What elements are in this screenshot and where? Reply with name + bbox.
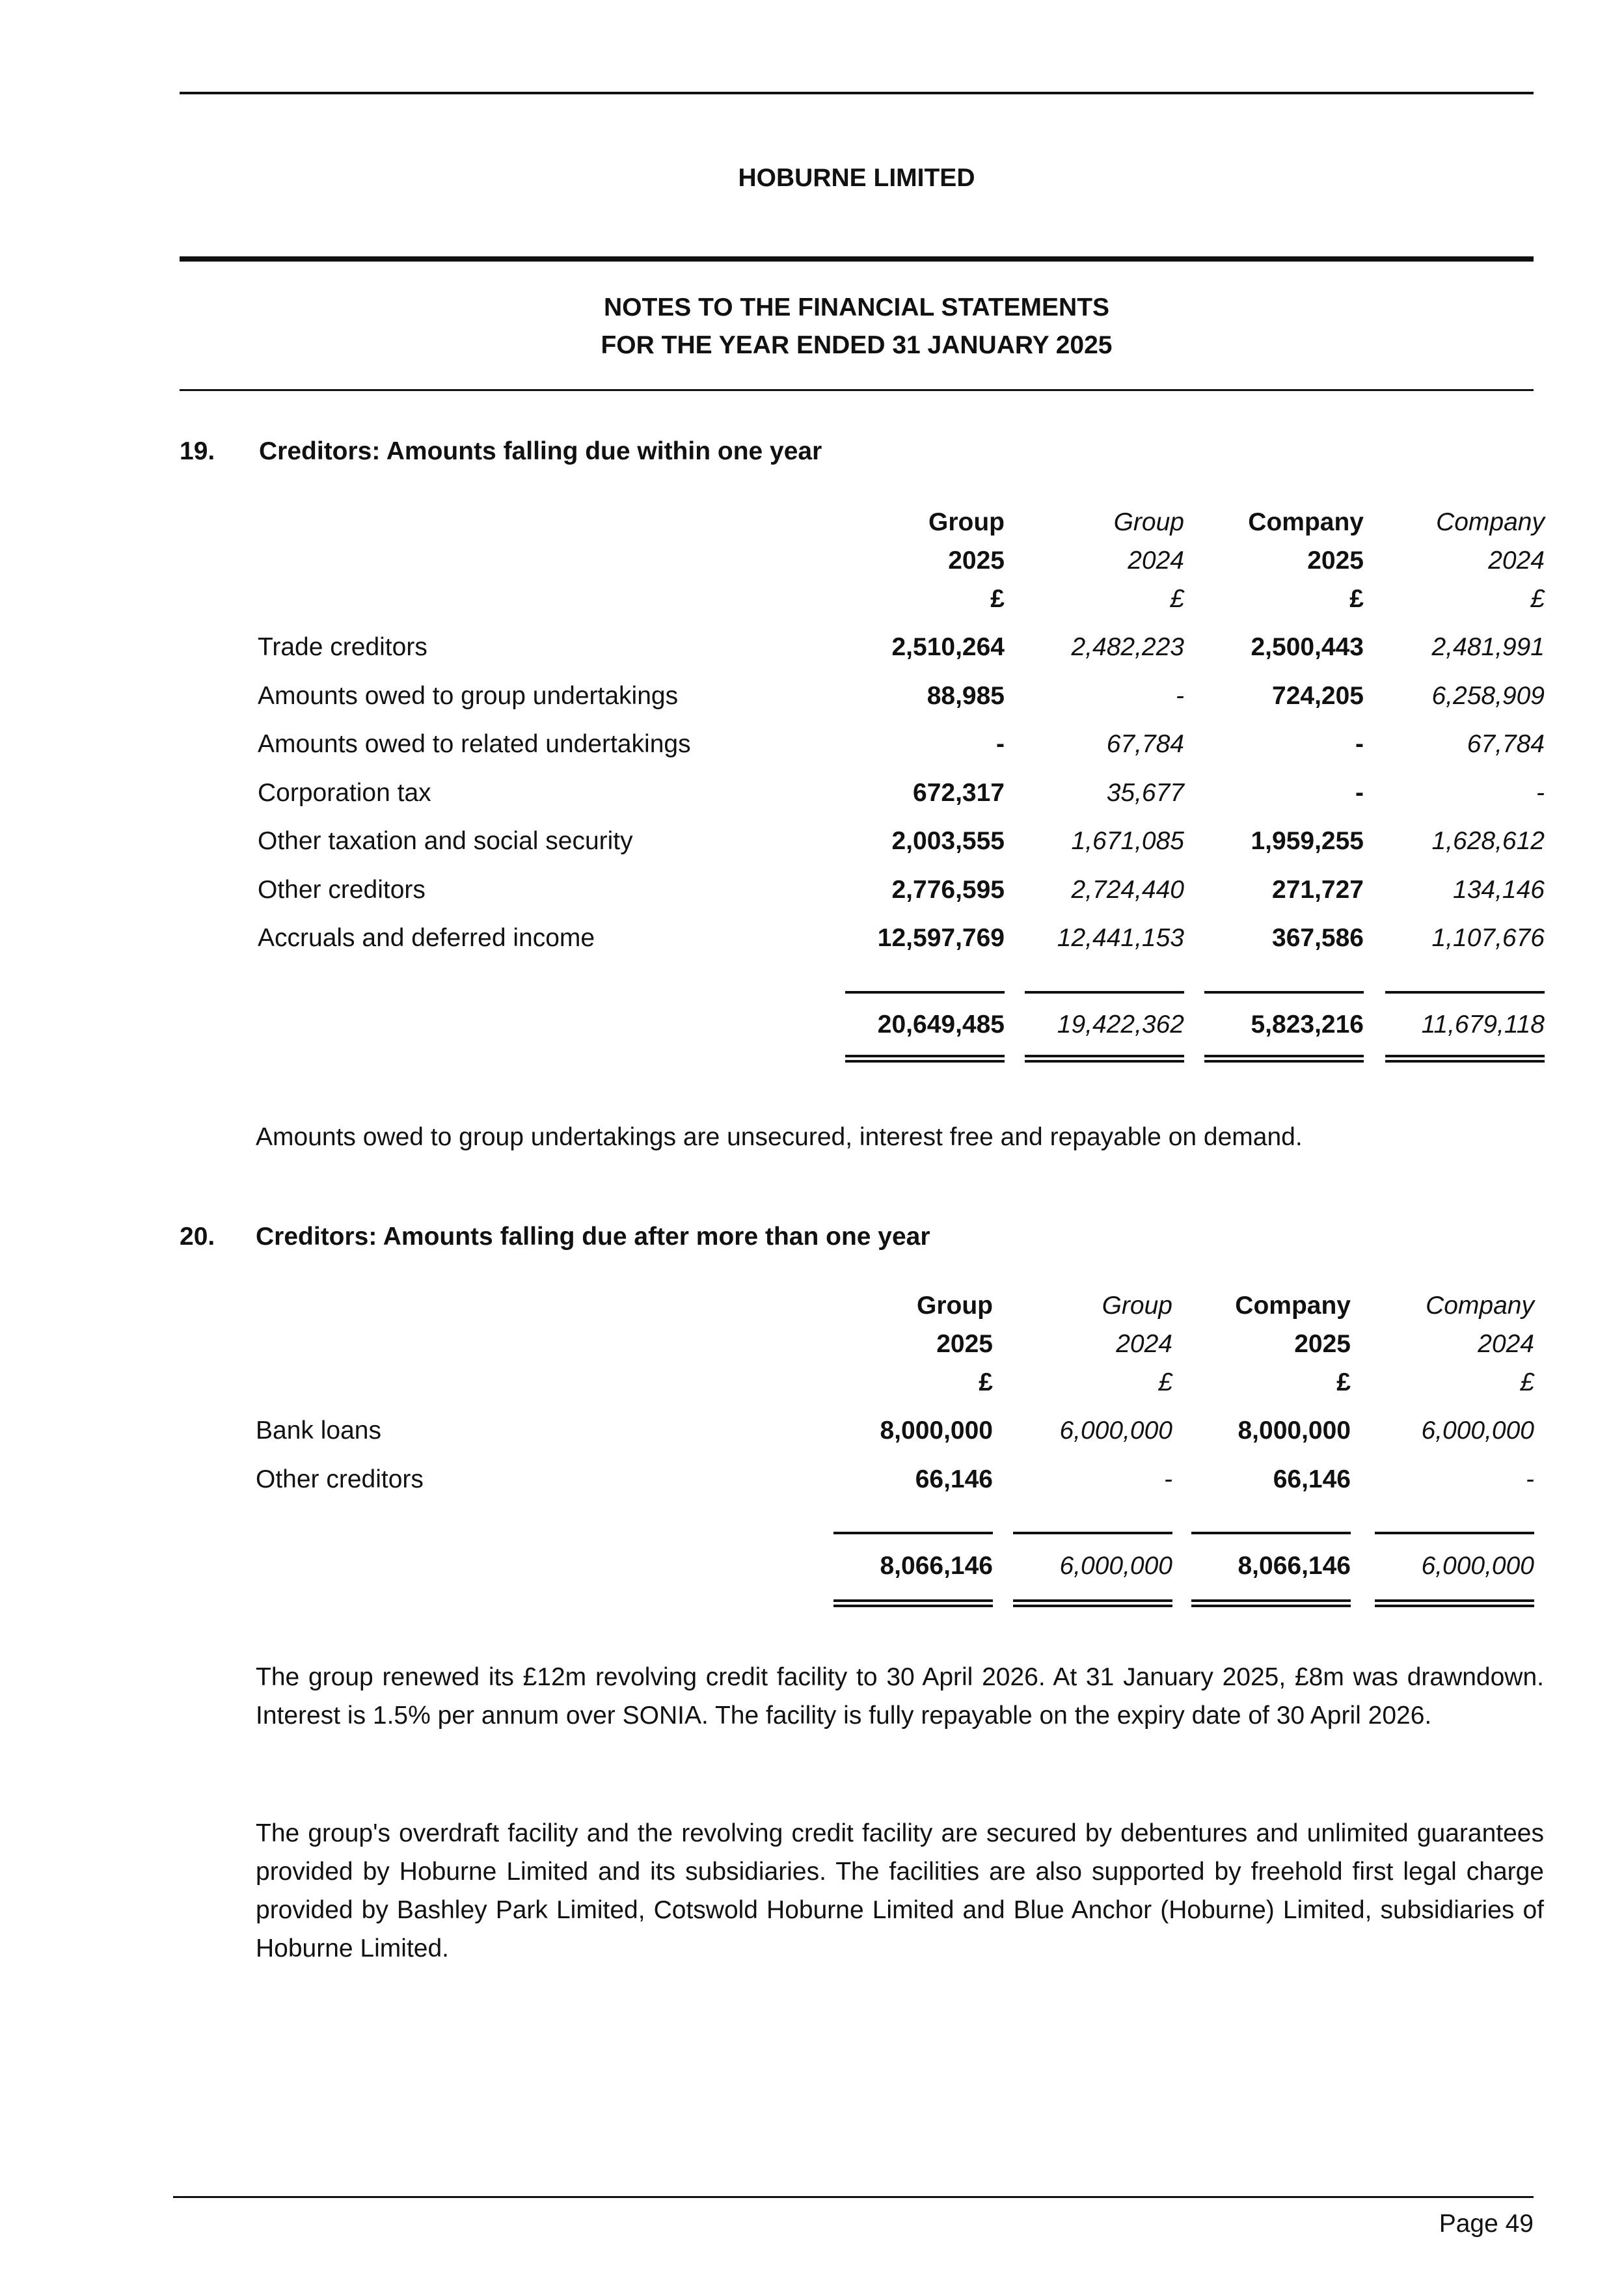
footer-rule: [173, 2196, 1534, 2198]
top-rule: [180, 92, 1534, 94]
table-cell: 12,597,769: [877, 924, 1005, 952]
total-double-rule: [1191, 1599, 1351, 1607]
column-header-unit: £: [1336, 1368, 1351, 1396]
table-cell: 134,146: [1453, 875, 1545, 904]
column-header-unit: £: [1349, 585, 1364, 613]
column-header-unit: £: [979, 1368, 993, 1396]
column-header-year: 2024: [1116, 1330, 1172, 1358]
column-header-name: Group: [917, 1292, 993, 1320]
column-header-name: Group: [1102, 1292, 1172, 1320]
table-cell: 8,000,000: [880, 1417, 993, 1445]
table-cell: 35,677: [1106, 778, 1184, 807]
note20-number: 20.: [180, 1223, 215, 1251]
total-cell: 11,679,118: [1421, 1011, 1545, 1038]
notes-title-line1: NOTES TO THE FINANCIAL STATEMENTS: [603, 293, 1110, 321]
total-cell: 20,649,485: [877, 1011, 1005, 1038]
column-header-unit: £: [1158, 1368, 1172, 1396]
table-cell: -: [1355, 730, 1364, 758]
table-cell: 67,784: [1106, 730, 1184, 758]
table-cell: 88,985: [927, 681, 1005, 710]
company-name: HOBURNE LIMITED: [738, 164, 975, 192]
table-cell: 8,000,000: [1238, 1417, 1351, 1445]
total-cell: 6,000,000: [1421, 1552, 1534, 1580]
table-cell: -: [1355, 778, 1364, 807]
table-cell: 2,500,443: [1251, 633, 1364, 661]
total-cell: 6,000,000: [1059, 1552, 1172, 1580]
table-row-label: Trade creditors: [258, 633, 427, 661]
note19-number: 19.: [180, 437, 215, 465]
total-cell: 5,823,216: [1251, 1011, 1364, 1038]
total-cell: 19,422,362: [1057, 1011, 1184, 1038]
column-header-year: 2025: [936, 1330, 993, 1358]
total-cell: 8,066,146: [880, 1552, 993, 1580]
note20-heading: Creditors: Amounts falling due after more than one year: [256, 1223, 930, 1251]
subtotal-rule: [1013, 1532, 1172, 1534]
table-row-label: Accruals and deferred income: [258, 924, 595, 952]
note20-paragraph2: The group's overdraft facility and the revolving credit facility are secured by debentures and unlimited guarantees provided by Hoburne Limited and its subsidiaries. The facilities are also supported by freehold first legal charge provided by Bashley Park Limited, Cotswold Hoburne Limited and Blue Anchor (Hoburne) Limited, subsidiaries of Hoburne Limited.: [256, 1819, 1544, 1962]
table-row-label: Other taxation and social security: [258, 827, 633, 855]
table-cell: -: [1536, 778, 1545, 807]
table-cell: 271,727: [1272, 875, 1364, 904]
column-header-unit: £: [990, 585, 1005, 613]
page-number: Page 49: [1439, 2210, 1534, 2238]
table-cell: 66,146: [915, 1465, 993, 1493]
total-double-rule: [845, 1055, 1005, 1063]
table-cell: 2,724,440: [1071, 875, 1184, 904]
table-cell: 67,784: [1467, 730, 1545, 758]
total-double-rule: [1204, 1055, 1364, 1063]
table-cell: -: [1526, 1465, 1534, 1493]
subtotal-rule: [1204, 991, 1364, 994]
notes-title-line2: FOR THE YEAR ENDED 31 JANUARY 2025: [601, 331, 1113, 359]
column-header-year: 2024: [1488, 547, 1545, 575]
table-cell: 724,205: [1272, 681, 1364, 710]
table-cell: 2,003,555: [891, 827, 1005, 855]
table-cell: 2,776,595: [891, 875, 1005, 904]
subtotal-rule: [1385, 991, 1545, 994]
table-cell: 367,586: [1272, 924, 1364, 952]
table-row-label: Bank loans: [256, 1417, 381, 1445]
note20-paragraph1: The group renewed its £12m revolving credit facility to 30 April 2026. At 31 January 2025, £8m was drawndown. Interest is 1.5% per annum over SONIA. The facility is fully repayable on the expiry date of 30 April 2026.: [256, 1663, 1544, 1730]
table-cell: 12,441,153: [1057, 924, 1184, 952]
table-cell: 2,481,991: [1431, 633, 1545, 661]
table-cell: 2,482,223: [1071, 633, 1184, 661]
table-cell: 6,000,000: [1059, 1417, 1172, 1445]
total-double-rule: [1025, 1055, 1184, 1063]
table-cell: 1,959,255: [1251, 827, 1364, 855]
subtotal-rule: [1375, 1532, 1534, 1534]
table-cell: -: [1176, 681, 1184, 710]
table-row-label: Corporation tax: [258, 778, 431, 807]
table-cell: -: [996, 730, 1005, 758]
table-cell: 1,628,612: [1431, 827, 1545, 855]
table-cell: 6,258,909: [1431, 681, 1545, 710]
table-cell: -: [1164, 1465, 1172, 1493]
column-header-unit: £: [1520, 1368, 1534, 1396]
total-double-rule: [1375, 1599, 1534, 1607]
total-cell: 8,066,146: [1238, 1552, 1351, 1580]
table-cell: 2,510,264: [891, 633, 1005, 661]
column-header-unit: £: [1530, 585, 1545, 613]
total-double-rule: [833, 1599, 993, 1607]
total-double-rule: [1385, 1055, 1545, 1063]
column-header-year: 2024: [1478, 1330, 1534, 1358]
table-row-label: Amounts owed to group undertakings: [258, 681, 679, 710]
column-header-name: Group: [1113, 508, 1184, 536]
table-row-label: Amounts owed to related undertakings: [258, 730, 691, 758]
table-row-label: Other creditors: [256, 1465, 424, 1493]
column-header-year: 2025: [1294, 1330, 1351, 1358]
column-header-name: Company: [1248, 508, 1364, 536]
table-row-label: Other creditors: [258, 875, 426, 904]
table-cell: 1,107,676: [1431, 924, 1545, 952]
header-thick-rule: [180, 256, 1534, 262]
column-header-name: Group: [928, 508, 1005, 536]
subtotal-rule: [1191, 1532, 1351, 1534]
note19-heading: Creditors: Amounts falling due within one year: [259, 437, 822, 465]
column-header-name: Company: [1426, 1292, 1534, 1320]
column-header-name: Company: [1436, 508, 1545, 536]
subtotal-rule: [845, 991, 1005, 994]
table-cell: 672,317: [913, 778, 1005, 807]
column-header-year: 2025: [948, 547, 1005, 575]
table-cell: 1,671,085: [1071, 827, 1184, 855]
table-cell: 66,146: [1273, 1465, 1351, 1493]
column-header-unit: £: [1170, 585, 1184, 613]
column-header-name: Company: [1235, 1292, 1351, 1320]
subtotal-rule: [833, 1532, 993, 1534]
note19-note: Amounts owed to group undertakings are unsecured, interest free and repayable on demand.: [256, 1123, 1303, 1151]
header-bottom-rule: [180, 389, 1534, 391]
column-header-year: 2025: [1307, 547, 1364, 575]
column-header-year: 2024: [1128, 547, 1184, 575]
total-double-rule: [1013, 1599, 1172, 1607]
table-cell: 6,000,000: [1421, 1417, 1534, 1445]
subtotal-rule: [1025, 991, 1184, 994]
